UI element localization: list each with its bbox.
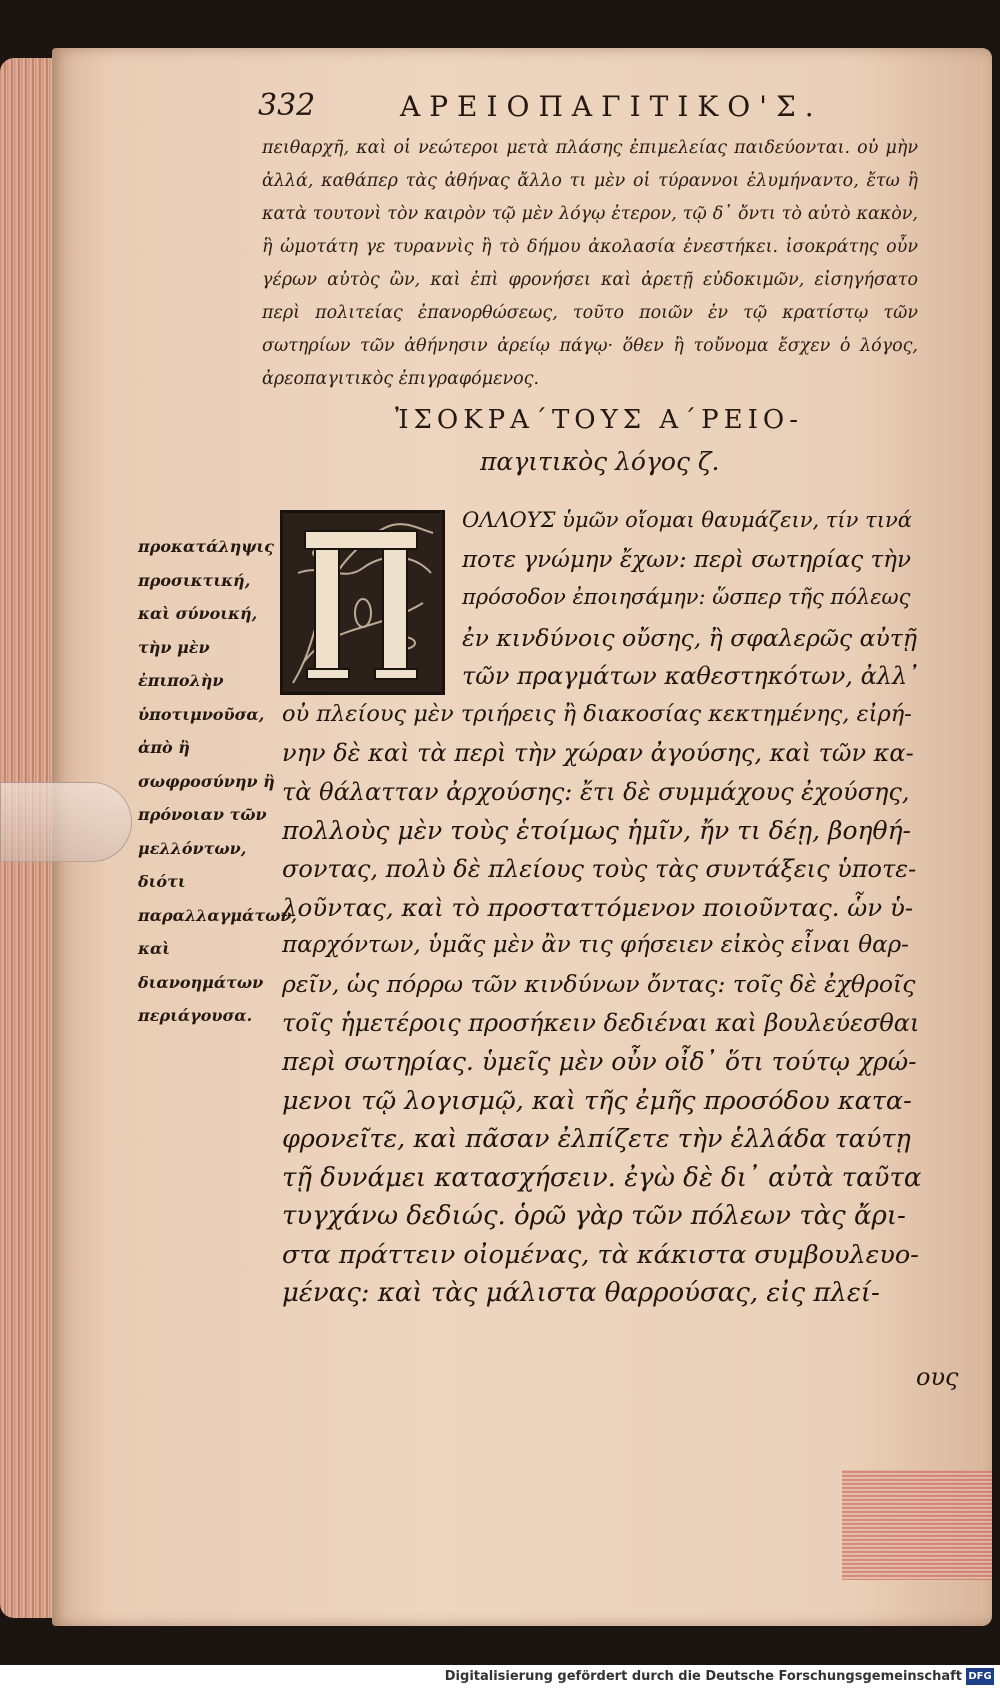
running-title: ΑΡΕΙΟΠΑΓΙΤΙΚΟ'Σ. <box>400 90 823 123</box>
body-line: στα πράττειν οἰομένας, τὰ κάκιστα συμβουλευο- <box>282 1239 919 1270</box>
catchword: ους <box>916 1363 959 1391</box>
body-line: πρόσοδον ἐποιησάμην: ὥσπερ τῆς πόλεως <box>462 585 911 609</box>
body-line: μενοι τῷ λογισμῷ, καὶ τῆς ἐμῆς προσόδου κατα- <box>282 1085 912 1116</box>
body-line: τοῖς ἡμετέροις προσήκειν δεδιέναι καὶ βουλεύεσθαι <box>282 1008 920 1037</box>
funding-credit: Digitalisierung gefördert durch die Deutsche Forschungsgemeinschaft <box>444 1669 962 1684</box>
body-line: σοντας, πολὺ δὲ πλείους τοὺς τὰς συντάξεις ὑποτε- <box>282 854 917 883</box>
body-line: περὶ σωτηρίας. ὑμεῖς μὲν οὖν οἶδ᾽ ὅτι τούτῳ χρώ- <box>282 1047 917 1076</box>
body-line: μένας: καὶ τὰς μάλιστα θαρρούσας, εἰς πλεί- <box>282 1278 880 1308</box>
body-line: ΟΛΛΟΥΣ ὑμῶν οἴομαι θαυμάζειν, τίν τινά <box>462 508 912 532</box>
page-number: 332 <box>258 88 316 123</box>
body-line: παρχόντων, ὑμᾶς μὲν ἂν τις φήσειεν εἰκὸς εἶναι θαρ- <box>282 931 909 958</box>
decorated-initial-pi <box>280 510 445 695</box>
bookmark-clip <box>0 782 132 862</box>
argument-paragraph: πειθαρχῆ, καὶ οἱ νεώτεροι μετὰ πλάσης ἐπιμελείας παιδεύονται. οὐ μὴν ἀλλά, καθάπερ τὰς ἀθήνας ἄλλο τι μὲν οἱ τύραννοι ἐλυμήναντο, ἔτω ἢ κατὰ τουτονὶ τὸν καιρὸν τῷ μὲν λόγῳ ἐτερον, τῷ δ᾽ ὄντι τὸ αὐτὸ κακὸν, ἣ ὠμοτάτη γε τυραννὶς ἢ τὸ δήμου ἀκολασία ἐνεστήκει. ἰσοκράτης οὖν γέρων αὐτὸς ὢν, καὶ ἐπὶ φρονήσει καὶ ἀρετῇ εὐδοκιμῶν, εἰσηγήσατο περὶ πολιτείας ἐπανορθώσεως, τοῦτο ποιῶν ἐν τῷ κρατίστῳ τῶν σωτηρίων τῶν ἀθήνησιν ἀρείῳ πάγῳ· ὅθεν ἢ τοὔνομα ἔσχεν ὁ λόγος, ἀρεοπαγιτικὸς ἐπιγραφόμενος. <box>262 138 918 389</box>
header <box>258 88 918 128</box>
body-line: ποτε γνώμην ἔχων: περὶ σωτηρίας τὴν <box>462 546 911 573</box>
oration-subtitle: παγιτικὸς λόγος ζ. <box>480 447 720 476</box>
body-line: πολλοὺς μὲν τοὺς ἑτοίμως ἡμῖν, ἤν τι δέῃ, βοηθή- <box>282 816 912 845</box>
marginal-note: προκατάληψις προσικτική, καὶ σύνοική, τὴν μὲν ἐπιπολὴν ὑποτιμνοῦσα, ἀπὸ ἢ σωφροσύνην ἢ πρόνοιαν τῶν μελλόντων, διότι παραλλαγμάτων, καὶ διανοημάτων περιάγουσα. <box>138 537 297 1025</box>
body-line: τῇ δυνάμει κατασχήσειν. ἐγὼ δὲ δι᾽ αὐτὰ ταῦτα <box>282 1162 922 1193</box>
dfg-logo: DFG <box>966 1668 994 1685</box>
body-line: λοῦντας, καὶ τὸ προσταττόμενον ποιοῦντας. ὧν ὑ- <box>282 893 914 922</box>
body-line: ρεῖν, ὡς πόρρω τῶν κινδύνων ὄντας: τοῖς δὲ ἐχθροῖς <box>282 970 916 998</box>
body-line: φρονεῖτε, καὶ πᾶσαν ἐλπίζετε τὴν ἑλλάδα ταύτῃ <box>282 1124 911 1154</box>
body-line: τυγχάνω δεδιώς. ὁρῶ γὰρ τῶν πόλεων τὰς ἄρι- <box>282 1201 906 1231</box>
body-line: νην δὲ καὶ τὰ περὶ τὴν χώραν ἀγούσης, καὶ τῶν κα- <box>282 739 914 767</box>
fore-edge <box>842 1470 992 1580</box>
body-line: τῶν πραγμάτων καθεστηκότων, ἀλλ᾽ <box>462 662 920 690</box>
oration-title: ἸΣΟΚΡΑ΄ΤΟΥΣ Α΄ΡΕΙΟ- <box>395 405 804 435</box>
body-line: τὰ θάλατταν ἀρχούσης: ἔτι δὲ συμμάχους ἐχούσης, <box>282 777 910 806</box>
body-line: ἐν κινδύνοις οὔσης, ἢ σφαλερῶς αὐτῇ <box>462 623 917 652</box>
footer-bar <box>0 1665 1000 1689</box>
body-line: οὐ πλείους μὲν τριήρεις ἢ διακοσίας κεκτημένης, εἰρή- <box>282 700 912 727</box>
